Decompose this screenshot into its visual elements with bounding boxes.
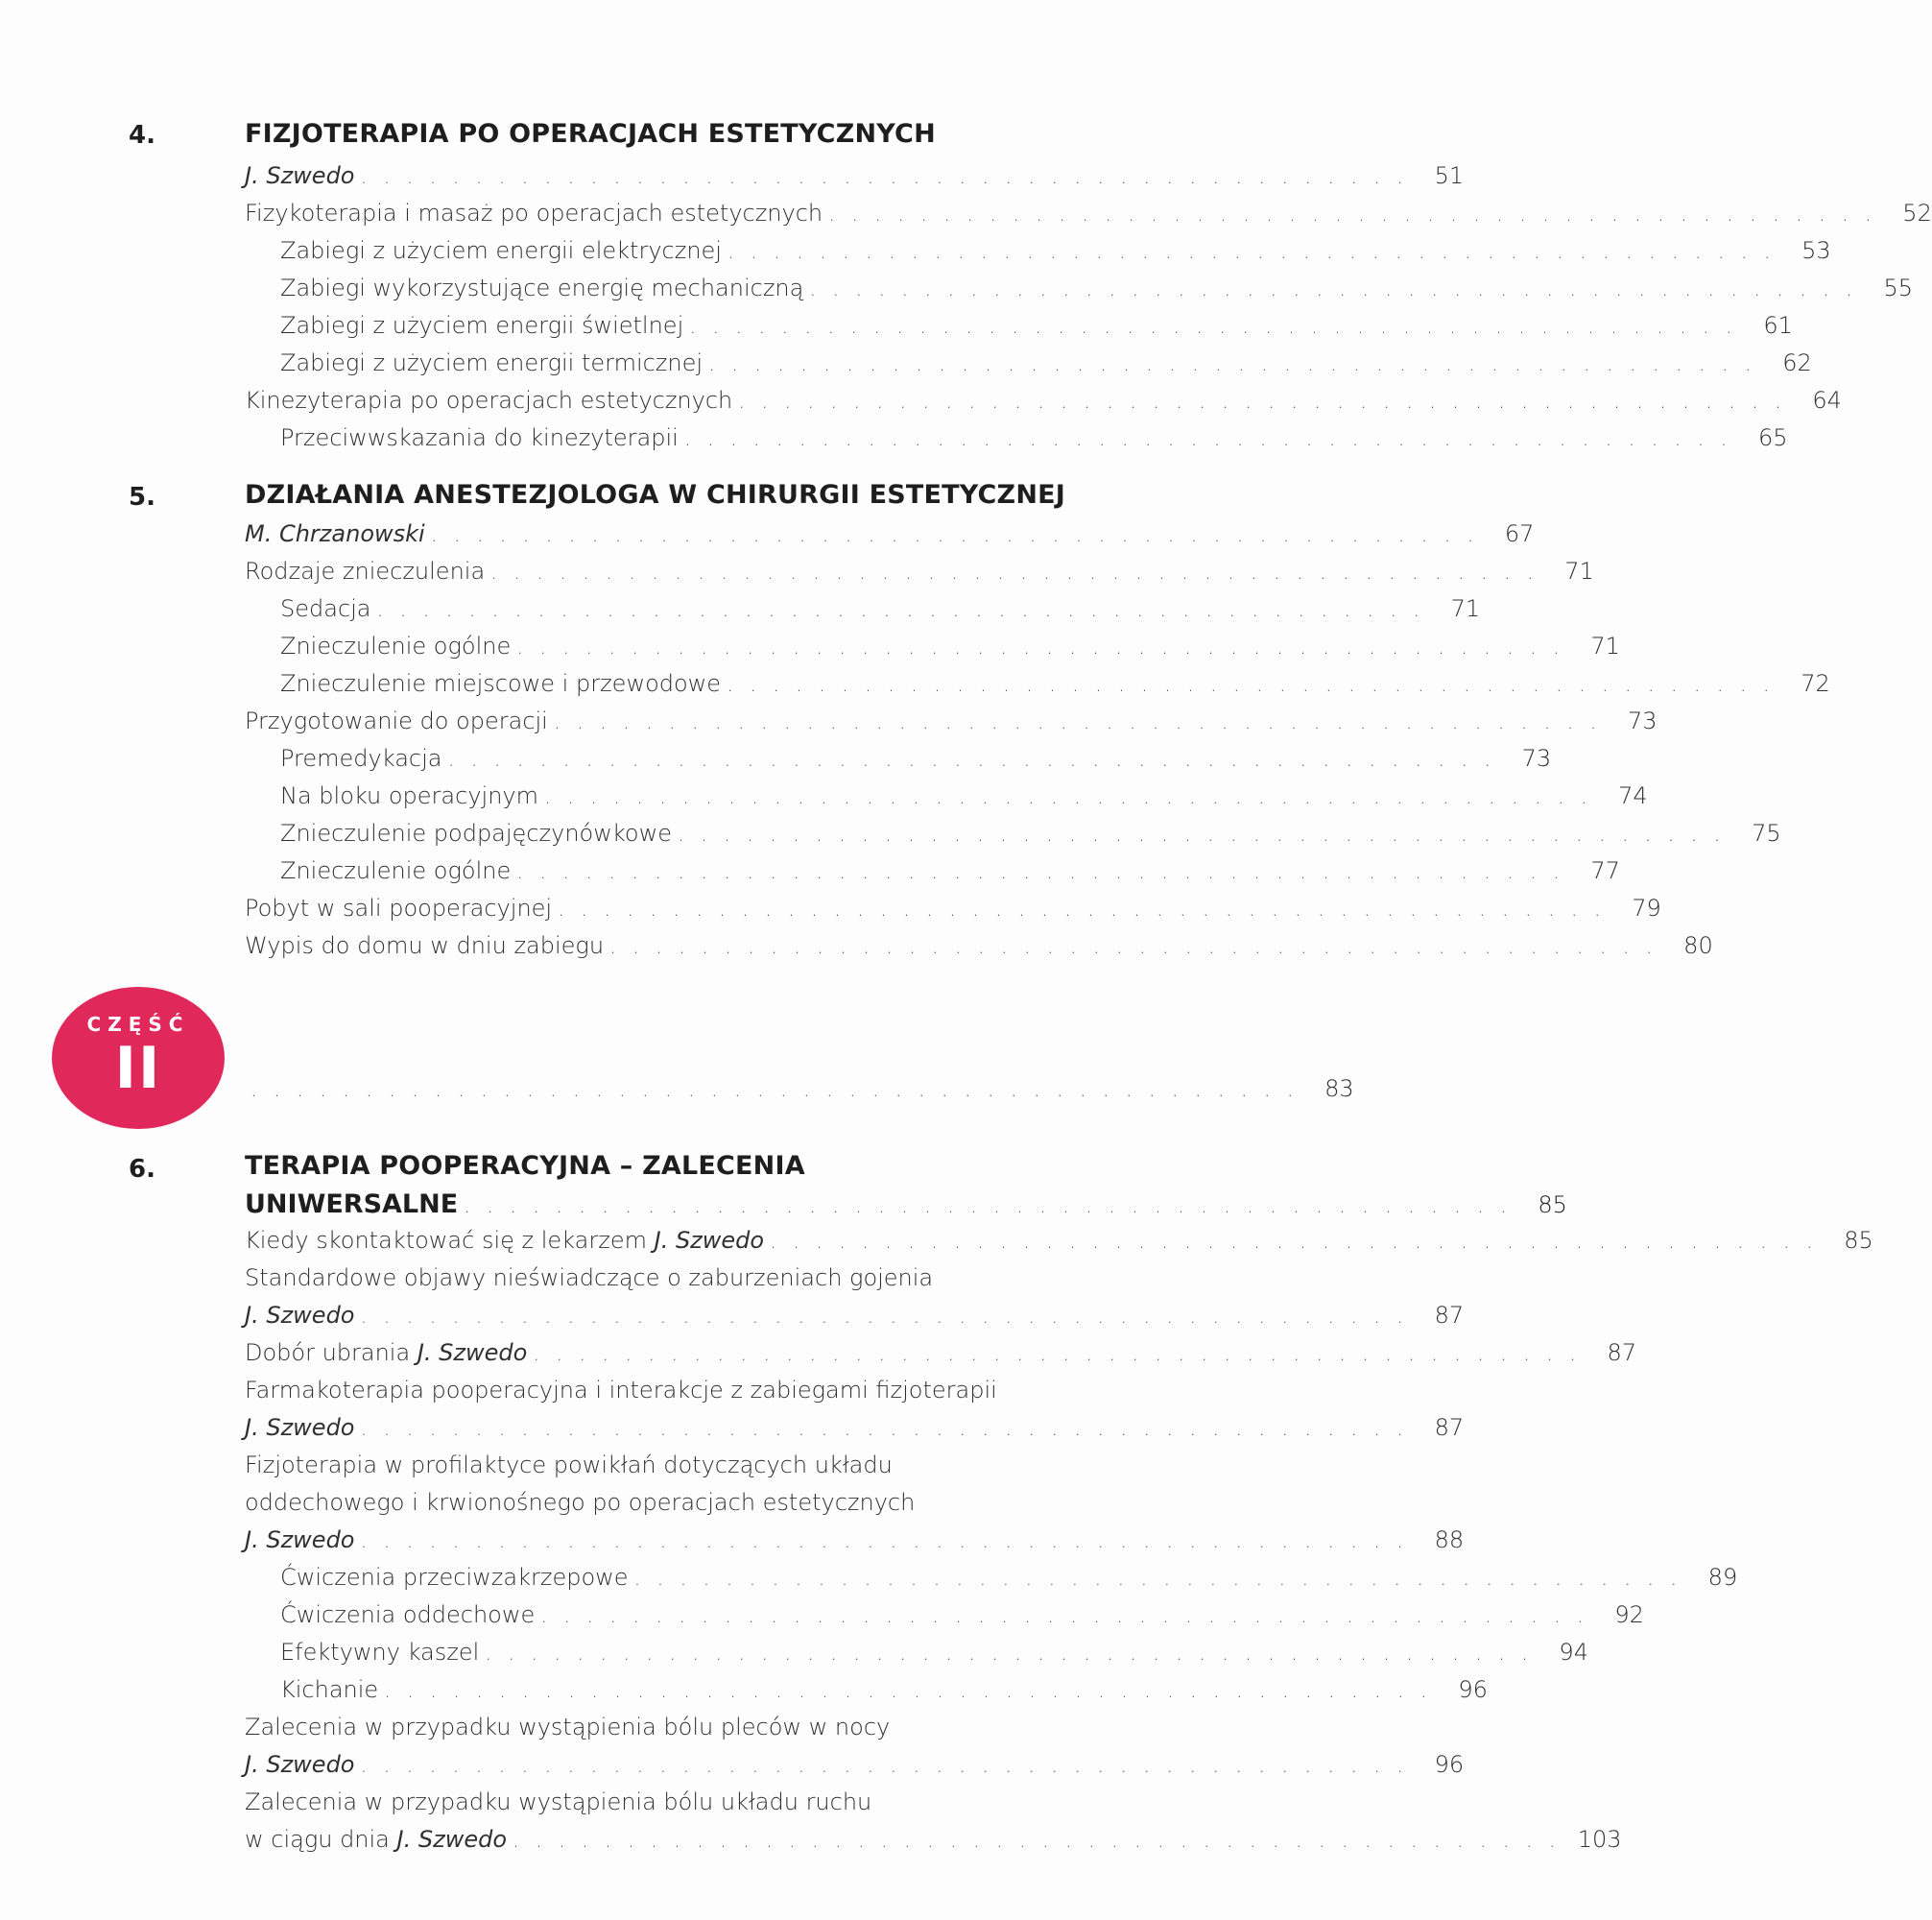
entry-title: Rodzaje znieczulenia [245,558,486,585]
dot-leader: .............................................. [544,785,1604,809]
toc-entry[interactable] [245,195,1932,232]
part-roman-numeral: II [114,1035,162,1102]
dot-leader: .............................................. [738,390,1798,414]
chapter-number: 5. [129,483,155,512]
dot-leader: .............................................. [250,1078,1310,1102]
dot-leader: .............................................. [609,935,1669,959]
dot-leader: .............................................. [485,1642,1544,1666]
dot-leader: .............................................. [490,561,1550,585]
page-number: 64 [1812,387,1842,414]
page-number: 94 [1559,1639,1588,1666]
entry-title: Kinezyterapia po operacjach estetycznych [245,387,733,414]
toc-entry[interactable] [280,1596,1644,1634]
page-number: 65 [1757,424,1788,451]
entry-title: Ćwiczenia przeciwzakrzepowe [280,1564,629,1591]
dot-leader: .............................................. [360,165,1420,189]
page-number: 87 [1434,1414,1465,1441]
dot-leader: .............................................. [430,523,1491,547]
chapter-number: 6. [129,1155,155,1184]
toc-entry[interactable] [280,665,1830,703]
entry-title: Premedykacja [280,745,442,772]
entry-title: Przygotowanie do operacji [245,708,548,734]
toc-entry[interactable] [245,1746,1465,1784]
entry-title: w ciągu dnia J. Szwedo [245,1826,508,1853]
entry-title: Kiedy skontaktować się z lekarzem J. Szwedo [245,1227,765,1254]
entry-title-line: oddechowego i krwionośnego po operacjach estetycznych [245,1489,916,1516]
dot-leader: .............................................. [677,823,1737,847]
dot-leader: .............................................. [770,1230,1829,1254]
toc-entry[interactable] [280,307,1793,345]
entry-title: Przeciwwskazania do kinezyterapii [280,424,679,451]
entry-title [245,1297,354,1334]
entry-title: Dobór ubrania J. Szwedo [245,1339,528,1366]
entry-title [245,157,354,195]
toc-entry[interactable] [280,852,1620,890]
entry-title: Na bloku operacyjnym [280,782,538,809]
toc-entry[interactable] [280,628,1620,665]
dot-leader: .............................................. [516,860,1576,884]
entry-title: Znieczulenie miejscowe i przewodowe [280,670,722,697]
dot-leader: .............................................. [360,1529,1420,1553]
toc-entry[interactable] [280,345,1812,382]
dot-leader: .............................................. [360,1754,1420,1778]
entry-title: Sedacja [280,595,371,622]
entry-title: Wypis do domu w dniu zabiegu [245,932,605,959]
page-number: 89 [1707,1564,1738,1591]
page-number: 67 [1504,520,1535,547]
toc-entry[interactable] [245,1334,1636,1372]
toc-entry[interactable] [245,890,1661,927]
dot-leader: .............................................. [516,636,1576,660]
toc-entry[interactable] [245,1522,1465,1559]
entry-title: Zabiegi z użyciem energii termicznej [280,349,704,376]
dot-leader: .............................................. [809,277,1870,301]
dot-leader: .............................................. [727,240,1787,264]
page-number: 85 [1844,1227,1873,1254]
toc-entry[interactable] [245,1821,1622,1859]
toc-entry[interactable] [245,1409,1465,1447]
entry-title-line: Farmakoterapia pooperacyjna i interakcje z zabiegami fizjoterapii [245,1377,997,1404]
entry-author: J. Szwedo [245,1751,355,1778]
dot-leader: .............................................. [464,1194,1523,1218]
dot-leader: .............................................. [689,315,1749,339]
page-number: 74 [1618,782,1648,809]
toc-entry[interactable] [280,1634,1588,1671]
entry-title: Zabiegi wykorzystujące energię mechaniczną [280,275,804,301]
page-number: 73 [1521,745,1552,772]
page-number: 77 [1590,857,1620,884]
dot-leader: .............................................. [384,1679,1443,1703]
toc-entry[interactable] [245,382,1842,420]
entry-title-line: Zalecenia w przypadku wystąpienia bólu układu ruchu [245,1788,872,1815]
toc-entry-part [245,1070,1354,1108]
toc-entry[interactable] [245,927,1713,965]
chapter-title: DZIAŁANIA ANESTEZJOLOGA W CHIRURGII ESTETYCZNEJ [245,480,1066,510]
page-number: 103 [1577,1826,1622,1853]
entry-author: J. Szwedo [245,1414,355,1441]
page-number: 52 [1902,200,1932,227]
chapter-title: FIZJOTERAPIA PO OPERACJACH ESTETYCZNYCH [245,119,936,149]
page-number: 96 [1434,1751,1465,1778]
page-number: 51 [1434,162,1465,189]
page-number: 85 [1538,1191,1567,1218]
part-badge [52,987,225,1129]
chapter-number: 4. [129,121,155,150]
page-number: 62 [1782,349,1812,376]
entry-title-line: Standardowe objawy nieświadczące o zaburzeniach gojenia [245,1264,934,1291]
page-number: 87 [1434,1302,1465,1329]
toc-entry[interactable] [280,590,1481,628]
dot-leader: .............................................. [513,1829,1572,1853]
page-number: 61 [1763,312,1793,339]
entry-title: Zabiegi z użyciem energii elektrycznej [280,237,722,264]
toc-entry[interactable] [280,270,1914,307]
entry-title: Efektywny kaszel [280,1639,480,1666]
entry-title: Znieczulenie ogólne [280,633,512,660]
dot-leader: .............................................. [533,1342,1592,1366]
part-label: CZĘŚĆ [86,1013,190,1036]
entry-title: Zabiegi z użyciem energii świetlnej [280,312,684,339]
dot-leader: .............................................. [708,352,1768,376]
entry-author: M. Chrzanowski [245,520,425,547]
dot-leader: .............................................. [727,673,1786,697]
toc-entry[interactable] [280,420,1788,457]
entry-title: Znieczulenie podpajęczynówkowe [280,820,672,847]
dot-leader: .............................................. [828,203,1888,227]
chapter-title-line-2: UNIWERSALNE .............................................. 85 [245,1186,1094,1223]
page-number: 53 [1801,237,1831,264]
page-number: 79 [1632,895,1661,922]
entry-title [245,1522,354,1559]
entry-author: J. Szwedo [654,1227,765,1254]
page-number: 87 [1607,1339,1636,1366]
page-number: 88 [1434,1526,1465,1553]
entry-title [245,516,425,553]
toc-entry[interactable] [280,1671,1488,1709]
dot-leader: .............................................. [558,898,1617,922]
entry-title: Ćwiczenia oddechowe [280,1601,536,1628]
toc-entry[interactable] [245,1222,1873,1260]
toc-entry[interactable] [245,1297,1465,1334]
toc-entry[interactable] [280,232,1831,270]
dot-leader: .............................................. [376,598,1437,622]
page-number: 73 [1627,708,1658,734]
chapter-title-line-1: TERAPIA POOPERACYJNA – ZALECENIA [245,1151,805,1181]
entry-title: Pobyt w sali pooperacyjnej [245,895,553,922]
dot-leader: .............................................. [360,1305,1420,1329]
toc-entry[interactable] [245,553,1594,590]
dot-leader: .............................................. [360,1417,1420,1441]
dot-leader: .............................................. [447,748,1508,772]
toc-entry[interactable] [280,1559,1738,1596]
entry-title: Fizykoterapia i masaż po operacjach estetycznych [245,200,823,227]
dot-leader: .............................................. [540,1604,1600,1628]
dot-leader: .............................................. [633,1567,1694,1591]
page-number: 96 [1458,1676,1488,1703]
page-number: 71 [1590,633,1620,660]
page-number: 83 [1324,1075,1354,1102]
entry-author: J. Szwedo [245,1302,355,1329]
entry-title-line: Fizjoterapia w profilaktyce powikłań dotyczących układu [245,1452,893,1478]
entry-author: J. Szwedo [417,1339,528,1366]
page-number: 75 [1752,820,1781,847]
entry-title [245,1409,354,1447]
toc-entry[interactable] [245,703,1658,740]
toc-entry[interactable] [280,815,1781,852]
dot-leader: .............................................. [553,710,1613,734]
toc-entry[interactable] [245,516,1535,553]
toc-entry[interactable] [280,778,1648,815]
entry-title: Znieczulenie ogólne [280,857,512,884]
page-number: 92 [1614,1601,1644,1628]
page-number: 55 [1883,275,1914,301]
page-number: 71 [1450,595,1481,622]
entry-author: J. Szwedo [245,162,355,189]
entry-author: J. Szwedo [396,1826,508,1853]
entry-author: J. Szwedo [245,1526,355,1553]
entry-title-line: Zalecenia w przypadku wystąpienia bólu pleców w nocy [245,1714,891,1740]
page-number: 80 [1683,932,1713,959]
page-number: 71 [1564,558,1594,585]
page-number: 72 [1801,670,1830,697]
dot-leader: .............................................. [683,427,1744,451]
toc-entry[interactable] [280,740,1552,778]
entry-title: Kichanie [280,1676,379,1703]
toc-entry[interactable] [245,157,1465,195]
entry-title [245,1746,354,1784]
